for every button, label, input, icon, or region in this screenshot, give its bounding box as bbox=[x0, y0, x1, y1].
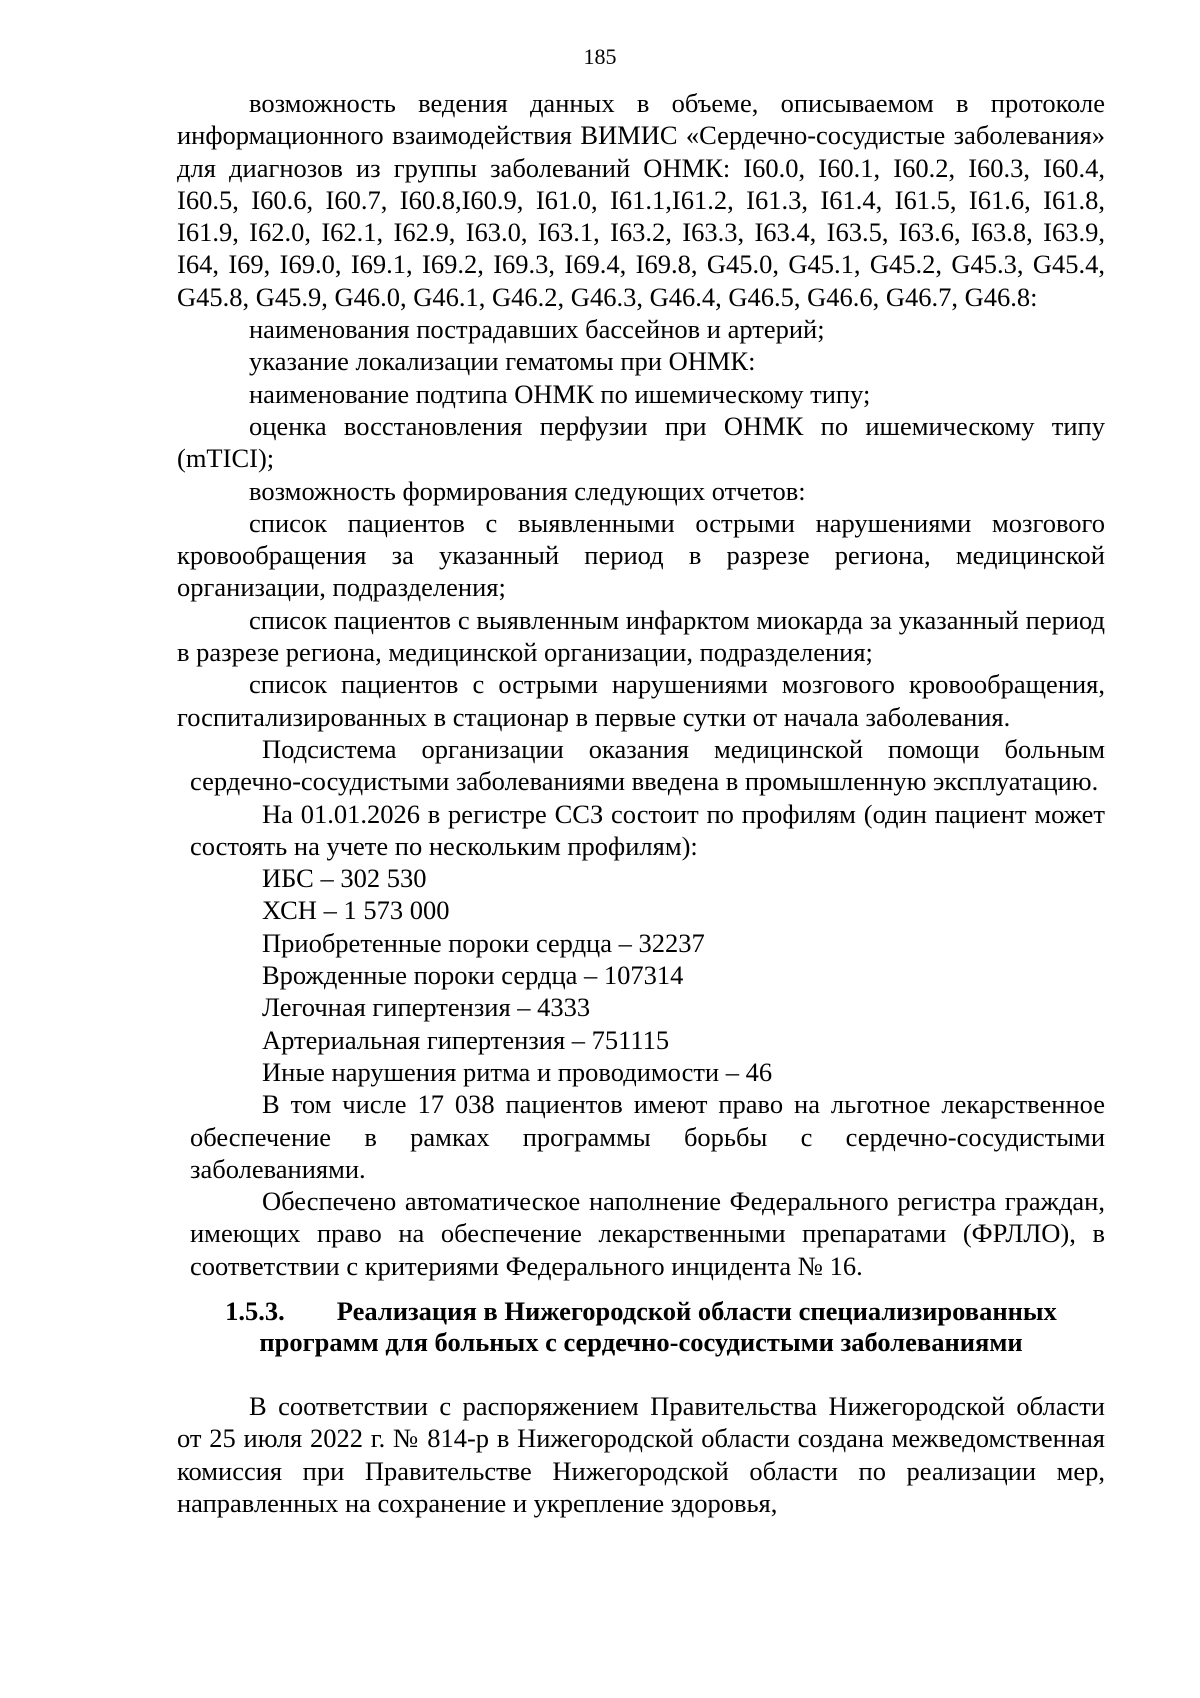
paragraph-registry-intro: На 01.01.2026 в регистре ССЗ состоит по профилям (один пациент может состоять на учете по нескольким профилям): bbox=[190, 798, 1105, 861]
paragraph-commission: В соответствии с распоряжением Правительства Нижегородской области от 25 июля 2022 г. № 814-р в Нижегородской области создана межведомственная комиссия при Правительстве Нижегородской области по реализации мер, направленных на сохранение и укрепление здоровья, bbox=[177, 1390, 1105, 1518]
list-item: указание локализации гематомы при ОНМК: bbox=[249, 346, 756, 377]
paragraph-subsystem: Подсистема организации оказания медицинской помощи больным сердечно-сосудистыми заболеваниями введена в промышленную эксплуатацию. bbox=[190, 733, 1105, 797]
list-item: наименование подтипа ОНМК по ишемическому типу; bbox=[249, 378, 871, 409]
registry-item: ИБС – 302 530 bbox=[262, 863, 427, 894]
paragraph-benefits: В том числе 17 038 пациентов имеют право на льготное лекарственное обеспечение в рамках программы борьбы с сердечно-сосудистыми заболеваниями. bbox=[190, 1089, 1105, 1184]
registry-item: ХСН – 1 573 000 bbox=[262, 895, 450, 926]
page-number: 185 bbox=[583, 44, 617, 69]
shifted-block bbox=[177, 733, 1105, 1282]
paragraph-vimis: возможность ведения данных в объеме, описываемом в протоколе информационного взаимодействия ВИМИС «Сердечно-сосудистые заболевания» для диагнозов из группы заболеваний ОНМК: I60.0, I60.1, I60.2, I60.3, I60.4, I60.5, I60.6, I60.7, I60.8,I60.9, I61.0, I61.1,I61.2, I61.3, I61.4, I61.5, I61.6, I61.8, I61.9, I62.0, I62.1, I62.9, I63.0, I63.1, I63.2, I63.3, I63.4, I63.5, I63.6, I63.8, I63.9, I64, I69, I69.0, I69.1, I69.2, I69.3, I69.4, I69.8, G45.0, G45.1, G45.2, G45.3, G45.4, G45.8, G45.9, G46.0, G46.1, G46.2, G46.3, G46.4, G46.5, G46.6, G46.7, G46.8: bbox=[177, 88, 1105, 312]
section-title-part2: программ для больных с сердечно-сосудистыми заболеваниями bbox=[259, 1326, 1023, 1357]
report-item: список пациентов с выявленными острыми нарушениями мозгового кровообращения за указанный период в разрезе региона, медицинской организации, подразделения; bbox=[177, 507, 1105, 603]
section-heading bbox=[177, 1296, 1105, 1358]
paragraph-frllo: Обеспечено автоматическое наполнение Федерального регистра граждан, имеющих право на обеспечение лекарственными препаратами (ФРЛЛО), в соответствии с критериями Федерального инцидента № 16. bbox=[190, 1186, 1105, 1281]
section-title-part1: Реализация в Нижегородской области специализированных bbox=[336, 1295, 1057, 1326]
registry-item: Иные нарушения ритма и проводимости – 46 bbox=[262, 1056, 773, 1087]
registry-item: Артериальная гипертензия – 751115 bbox=[262, 1024, 670, 1055]
registry-item: Приобретенные пороки сердца – 32237 bbox=[262, 927, 705, 958]
report-item: список пациентов с выявленным инфарктом миокарда за указанный период в разрезе региона, медицинской организации, подразделения; bbox=[177, 604, 1105, 668]
registry-item: Легочная гипертензия – 4333 bbox=[262, 992, 591, 1023]
registry-item: Врожденные пороки сердца – 107314 bbox=[262, 960, 684, 991]
report-item: список пациентов с острыми нарушениями мозгового кровообращения, госпитализированных в стационар в первые сутки от начала заболевания. bbox=[177, 669, 1105, 732]
section-heading-line1 bbox=[177, 1296, 1105, 1327]
list-item: возможность формирования следующих отчетов: bbox=[249, 475, 806, 506]
list-item: наименования пострадавших бассейнов и артерий; bbox=[249, 314, 825, 345]
list-item: оценка восстановления перфузии при ОНМК по ишемическому типу (mTICI); bbox=[177, 410, 1105, 474]
section-number: 1.5.3. bbox=[225, 1295, 285, 1326]
document-body bbox=[177, 87, 1105, 1519]
